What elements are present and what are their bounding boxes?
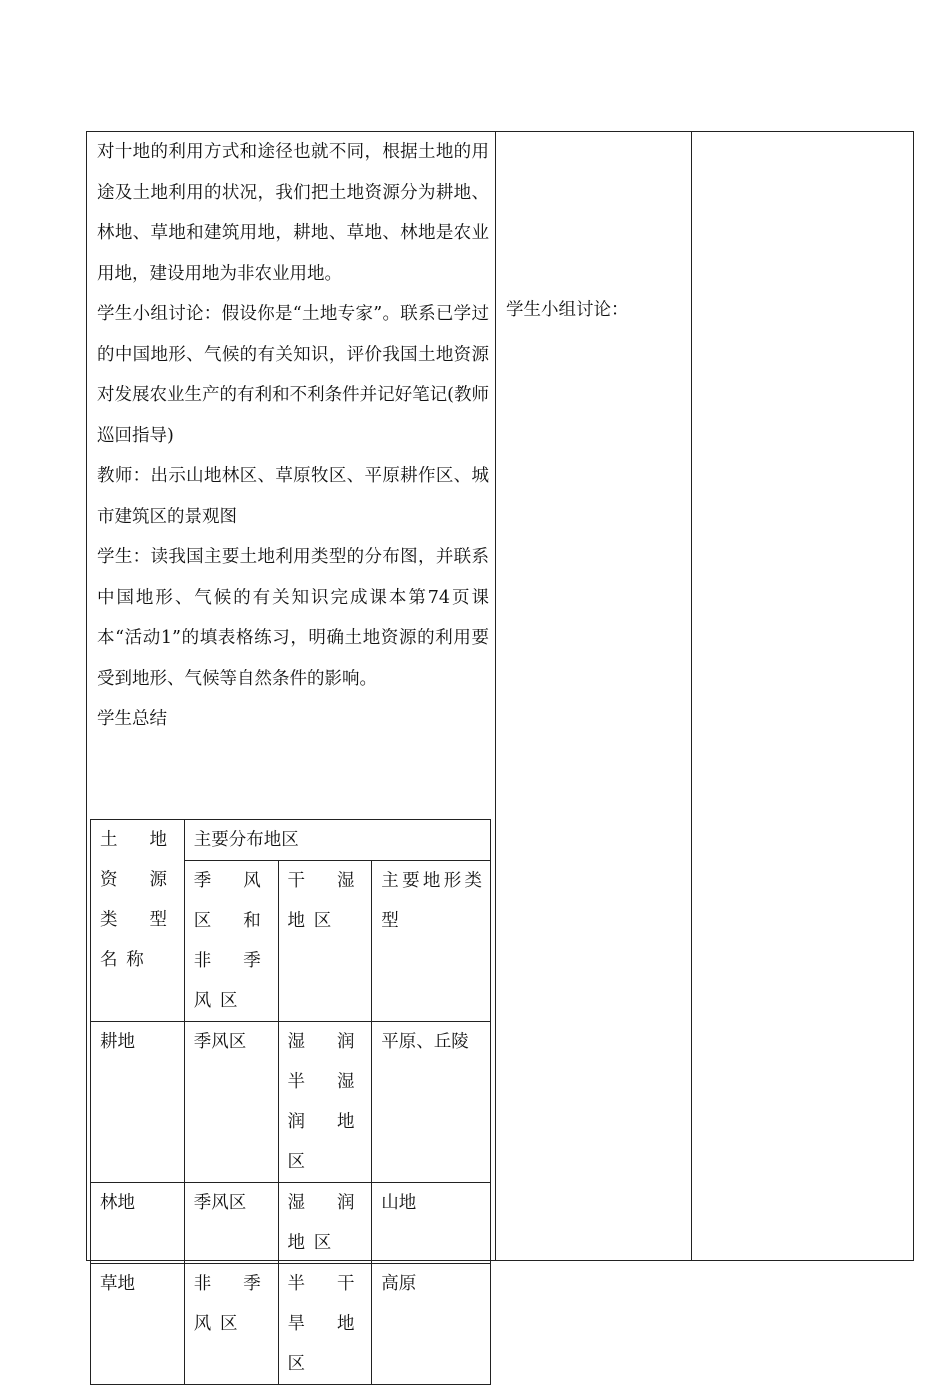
cell-monsoon: 非季风区 <box>184 1264 278 1385</box>
lesson-table <box>86 131 914 1374</box>
land-resource-table <box>90 819 491 1385</box>
paragraph-summary: 学生总结 <box>97 709 167 729</box>
paragraph-group-discussion: 学生小组讨论：假设你是“土地专家”。联系已学过的中国地形、气候的有关知识，评价我国土地资源对发展农业生产的有利和不利条件并记好笔记(教师巡回指导) <box>97 304 489 446</box>
cell-terrain: 平原、丘陵 <box>372 1022 491 1183</box>
cell-name: 林地 <box>91 1183 185 1264</box>
column-divider-2 <box>691 132 692 1260</box>
cell-name: 耕地 <box>91 1022 185 1183</box>
student-activity-text: 学生小组讨论： <box>506 300 629 320</box>
cell-monsoon: 季风区 <box>184 1183 278 1264</box>
cell-humidity: 湿润地区 <box>278 1183 372 1264</box>
cell-terrain: 高原 <box>372 1264 491 1385</box>
paragraph-student: 学生：读我国主要土地利用类型的分布图，并联系中国地形、气候的有关知识完成课本第74页课本“活动1”的填表格练习，明确土地资源的利用要受到地形、气候等自然条件的影响。 <box>97 547 489 689</box>
cell-terrain: 山地 <box>372 1183 491 1264</box>
header-monsoon: 季风区和非季风区 <box>184 861 278 1022</box>
header-main-regions: 主要分布地区 <box>184 820 490 861</box>
column-divider-1 <box>495 132 496 1260</box>
cell-humidity: 半干旱地区 <box>278 1264 372 1385</box>
cell-humidity: 湿润半湿润地区 <box>278 1022 372 1183</box>
table-header-row <box>91 820 491 861</box>
table-row <box>91 1264 491 1385</box>
table-row <box>91 1183 491 1264</box>
paragraph-land-classification: 对十地的利用方式和途径也就不同，根据土地的用途及土地利用的状况，我们把土地资源分为耕地、林地、草地和建筑用地，耕地、草地、林地是农业用地，建设用地为非农业用地。 <box>97 142 489 284</box>
cell-monsoon: 季风区 <box>184 1022 278 1183</box>
table-row <box>91 1022 491 1183</box>
header-terrain: 主要地形类型 <box>372 861 491 1022</box>
paragraph-teacher: 教师：出示山地林区、草原牧区、平原耕作区、城市建筑区的景观图 <box>97 466 489 527</box>
cell-name: 草地 <box>91 1264 185 1385</box>
header-humidity: 干湿地区 <box>278 861 372 1022</box>
header-land-type: 土地资源类型名称 <box>91 820 185 1022</box>
teaching-process-column <box>97 132 489 740</box>
